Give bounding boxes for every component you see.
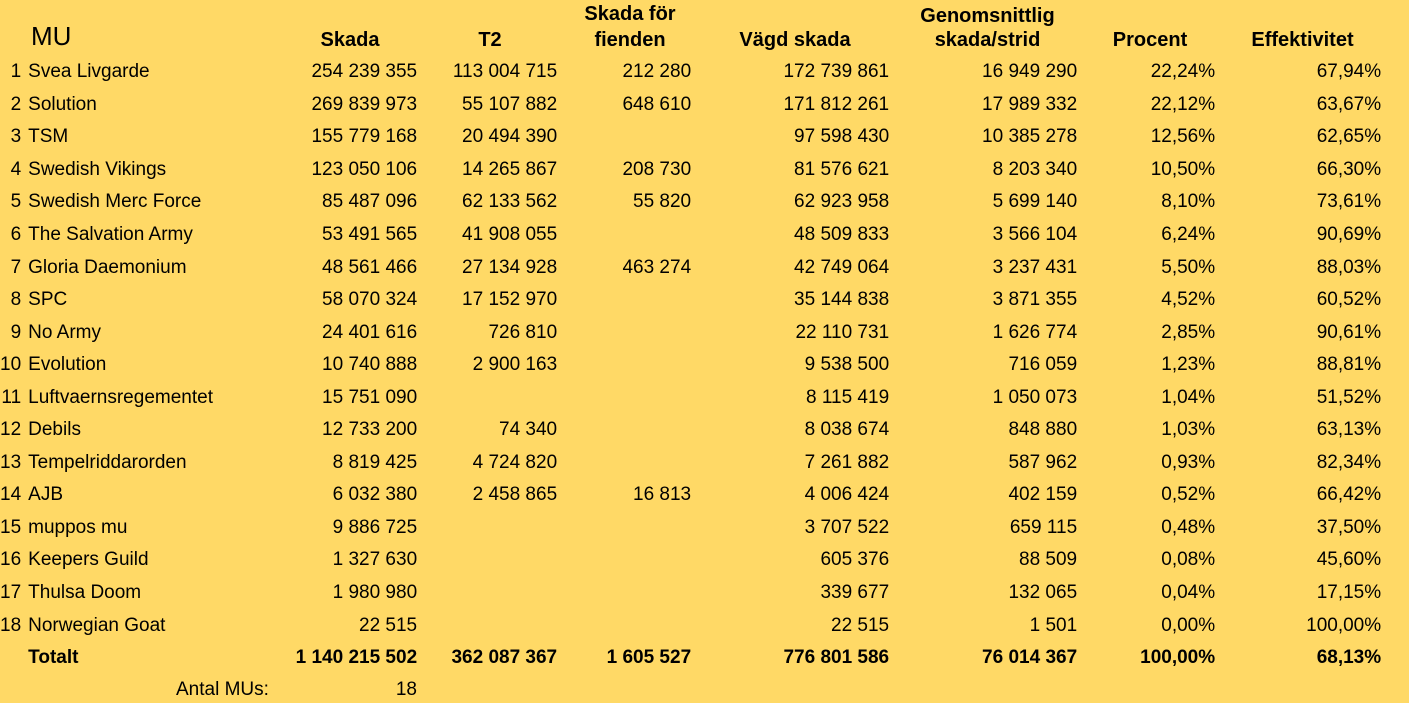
cell-effektivitet: 60,52%: [1316, 289, 1382, 311]
cell-rank: 15: [0, 516, 22, 538]
cell-mu-name: Norwegian Goat: [28, 614, 166, 636]
cell-rank: 9: [10, 321, 22, 343]
cell-rank: 12: [0, 419, 22, 441]
total-t2: 362 087 367: [451, 647, 558, 669]
cell-skada-for-fienden: [557, 512, 691, 545]
antal-mus-label: Antal MUs:: [176, 679, 269, 700]
cell-vagd-skada: 172 739 861: [783, 61, 890, 83]
cell-genomsnittlig: 16 949 290: [982, 61, 1078, 83]
cell-skada-for-fienden: 16 813: [633, 484, 692, 506]
cell-genomsnittlig: 132 065: [1008, 582, 1078, 604]
cell-skada: 15 751 090: [322, 386, 418, 408]
cell-mu-name: TSM: [28, 126, 69, 148]
table-row: [0, 56, 1381, 89]
cell-rank: 6: [10, 224, 22, 245]
cell-t2: [417, 512, 557, 545]
cell-vagd-skada: 8 115 419: [806, 386, 890, 408]
cell-rank: 10: [0, 354, 22, 376]
cell-t2: 17 152 970: [462, 289, 558, 311]
cell-procent: 1,03%: [1161, 419, 1216, 441]
cell-rank: 13: [0, 451, 22, 473]
header-skada-for-fienden-line1: Skada för: [584, 3, 676, 25]
table-row: [0, 414, 1381, 447]
cell-skada-for-fienden: 648 610: [622, 93, 692, 115]
cell-rank: 11: [1, 386, 22, 408]
cell-procent: 0,08%: [1161, 549, 1216, 571]
cell-effektivitet: 73,61%: [1316, 191, 1382, 213]
cell-mu-name: Debils: [28, 419, 81, 441]
cell-vagd-skada: 339 677: [820, 582, 890, 604]
header-vagd-skada: Vägd skada: [739, 29, 851, 51]
cell-skada-for-fienden: 463 274: [622, 256, 692, 278]
cell-effektivitet: 88,03%: [1316, 256, 1382, 278]
total-row: [0, 642, 1381, 675]
cell-t2: 2 458 865: [472, 484, 558, 506]
cell-skada: 9 886 725: [332, 516, 418, 538]
table-row: [0, 89, 1381, 122]
cell-procent: 10,50%: [1150, 158, 1216, 180]
cell-t2: 20 494 390: [462, 126, 558, 148]
cell-procent: 4,52%: [1161, 289, 1216, 311]
cell-empty: [0, 642, 21, 675]
table-row: [0, 121, 1381, 154]
cell-t2: 2 900 163: [472, 354, 558, 376]
cell-genomsnittlig: 1 626 774: [992, 321, 1078, 343]
cell-skada: 155 779 168: [311, 126, 418, 148]
header-skada: Skada: [320, 29, 380, 51]
cell-effektivitet: 63,67%: [1316, 93, 1382, 115]
table-row: [0, 577, 1381, 610]
cell-t2: 74 340: [499, 419, 558, 441]
cell-effektivitet: 17,15%: [1316, 582, 1382, 604]
cell-effektivitet: 90,61%: [1316, 321, 1382, 343]
cell-skada-for-fienden: [557, 349, 691, 382]
cell-skada: 58 070 324: [322, 289, 418, 311]
cell-skada: 10 740 888: [322, 354, 418, 376]
cell-t2: 14 265 867: [462, 158, 558, 180]
cell-skada: 53 491 565: [322, 224, 418, 245]
table-row: [0, 219, 1381, 252]
table-row: [0, 316, 1381, 349]
cell-genomsnittlig: 8 203 340: [992, 158, 1078, 180]
cell-genomsnittlig: 659 115: [1009, 516, 1078, 538]
cell-effektivitet: 62,65%: [1316, 126, 1382, 148]
cell-skada-for-fienden: 208 730: [622, 158, 692, 180]
cell-vagd-skada: 3 707 522: [804, 516, 890, 538]
table-row: [0, 154, 1381, 187]
cell-vagd-skada: 62 923 958: [794, 191, 890, 213]
cell-t2: 4 724 820: [472, 451, 558, 473]
table-row: [0, 512, 1381, 545]
total-skada-for-fienden: 1 605 527: [606, 647, 692, 669]
cell-genomsnittlig: 3 237 431: [992, 256, 1078, 278]
cell-procent: 0,93%: [1161, 451, 1216, 473]
cell-t2: [417, 381, 557, 414]
mu-damage-table: [0, 56, 1381, 674]
cell-procent: 1,04%: [1161, 386, 1216, 408]
cell-mu-name: Solution: [28, 93, 97, 115]
cell-effektivitet: 66,42%: [1316, 484, 1382, 506]
cell-genomsnittlig: 1 501: [1029, 614, 1078, 636]
cell-rank: 2: [10, 93, 22, 115]
cell-effektivitet: 90,69%: [1316, 224, 1382, 245]
cell-t2: [417, 577, 557, 610]
cell-genomsnittlig: 17 989 332: [982, 93, 1078, 115]
cell-vagd-skada: 171 812 261: [783, 93, 890, 115]
cell-skada-for-fienden: [557, 316, 691, 349]
table-row: [0, 251, 1381, 284]
cell-procent: 5,50%: [1161, 256, 1216, 278]
cell-t2: 726 810: [488, 321, 558, 343]
cell-mu-name: Keepers Guild: [28, 549, 149, 571]
cell-vagd-skada: 42 749 064: [794, 256, 890, 278]
cell-procent: 0,48%: [1161, 516, 1216, 538]
cell-skada: 8 819 425: [332, 451, 418, 473]
cell-vagd-skada: 8 038 674: [804, 419, 890, 441]
cell-mu-name: Swedish Merc Force: [28, 191, 202, 213]
cell-procent: 22,12%: [1150, 93, 1216, 115]
cell-procent: 8,10%: [1161, 191, 1216, 213]
cell-mu-name: Svea Livgarde: [28, 61, 150, 83]
cell-effektivitet: 100,00%: [1306, 614, 1382, 636]
header-mu: MU: [31, 21, 72, 51]
cell-skada-for-fienden: [557, 609, 691, 642]
cell-mu-name: SPC: [28, 289, 68, 311]
cell-vagd-skada: 35 144 838: [794, 289, 890, 311]
table-row: [0, 284, 1381, 317]
cell-t2: 113 004 715: [452, 61, 558, 83]
cell-vagd-skada: 22 515: [831, 614, 890, 636]
cell-skada: 12 733 200: [322, 419, 418, 441]
cell-rank: 16: [0, 549, 22, 571]
cell-genomsnittlig: 3 566 104: [992, 224, 1078, 245]
cell-skada: 123 050 106: [311, 158, 418, 180]
cell-mu-name: Thulsa Doom: [28, 582, 142, 604]
cell-skada: 6 032 380: [332, 484, 418, 506]
cell-genomsnittlig: 402 159: [1008, 484, 1078, 506]
cell-rank: 4: [10, 158, 22, 180]
cell-skada: 254 239 355: [311, 61, 418, 83]
total-genomsnittlig: 76 014 367: [982, 647, 1078, 669]
cell-genomsnittlig: 848 880: [1008, 419, 1078, 441]
cell-mu-name: AJB: [28, 484, 63, 506]
cell-effektivitet: 45,60%: [1316, 549, 1382, 571]
cell-genomsnittlig: 10 385 278: [982, 126, 1078, 148]
cell-rank: 14: [0, 484, 22, 506]
table-row: [0, 447, 1381, 480]
table-row: [0, 544, 1381, 577]
header-genomsnittlig-line2: skada/strid: [934, 29, 1041, 51]
total-vagd-skada: 776 801 586: [783, 647, 890, 669]
cell-skada-for-fienden: [557, 121, 691, 154]
antal-mus-value: 18: [395, 679, 417, 700]
table-row: [0, 479, 1381, 512]
cell-mu-name: Evolution: [28, 354, 107, 376]
cell-vagd-skada: 9 538 500: [804, 354, 890, 376]
cell-t2: [417, 544, 557, 577]
cell-effektivitet: 67,94%: [1316, 61, 1382, 83]
cell-effektivitet: 37,50%: [1316, 516, 1382, 538]
cell-procent: 0,00%: [1161, 614, 1216, 636]
cell-t2: 41 908 055: [462, 224, 558, 245]
cell-t2: 55 107 882: [462, 93, 558, 115]
cell-mu-name: Gloria Daemonium: [28, 256, 187, 278]
cell-procent: 2,85%: [1161, 321, 1216, 343]
cell-vagd-skada: 81 576 621: [794, 158, 890, 180]
cell-procent: 1,23%: [1161, 354, 1216, 376]
cell-vagd-skada: 48 509 833: [794, 224, 890, 245]
cell-skada: 85 487 096: [322, 191, 418, 213]
cell-mu-name: Swedish Vikings: [28, 158, 167, 180]
cell-mu-name: Tempelriddarorden: [28, 451, 187, 473]
header-t2: T2: [478, 29, 502, 51]
cell-effektivitet: 51,52%: [1316, 386, 1382, 408]
cell-skada: 24 401 616: [322, 321, 418, 343]
cell-genomsnittlig: 3 871 355: [992, 289, 1078, 311]
cell-skada-for-fienden: [557, 447, 691, 480]
cell-procent: 22,24%: [1150, 61, 1216, 83]
cell-skada-for-fienden: 212 280: [622, 61, 692, 83]
cell-procent: 12,56%: [1150, 126, 1216, 148]
cell-rank: 17: [0, 582, 22, 604]
cell-mu-name: muppos mu: [28, 516, 128, 538]
cell-genomsnittlig: 88 509: [1019, 549, 1078, 571]
cell-skada: 48 561 466: [322, 256, 418, 278]
cell-skada: 22 515: [359, 614, 418, 636]
cell-mu-name: The Salvation Army: [28, 224, 193, 245]
cell-skada: 1 980 980: [332, 582, 418, 604]
cell-skada-for-fienden: [557, 544, 691, 577]
cell-rank: 1: [10, 61, 22, 83]
header-genomsnittlig-line1: Genomsnittlig: [920, 5, 1055, 27]
cell-skada-for-fienden: [557, 284, 691, 317]
cell-mu-name: No Army: [28, 321, 101, 343]
cell-skada-for-fienden: [557, 219, 691, 252]
cell-skada: 269 839 973: [311, 93, 418, 115]
cell-rank: 18: [0, 614, 22, 636]
cell-rank: 3: [10, 126, 22, 148]
cell-procent: 6,24%: [1161, 224, 1216, 245]
cell-procent: 0,04%: [1161, 582, 1216, 604]
cell-effektivitet: 82,34%: [1316, 451, 1382, 473]
header-procent: Procent: [1112, 29, 1188, 51]
cell-procent: 0,52%: [1161, 484, 1216, 506]
cell-skada: 1 327 630: [332, 549, 418, 571]
cell-vagd-skada: 97 598 430: [794, 126, 890, 148]
table-row: [0, 186, 1381, 219]
total-label: Totalt: [28, 647, 79, 669]
cell-vagd-skada: 4 006 424: [804, 484, 890, 506]
cell-effektivitet: 88,81%: [1316, 354, 1382, 376]
table-row: [0, 349, 1381, 382]
cell-genomsnittlig: 5 699 140: [992, 191, 1078, 213]
total-procent: 100,00%: [1140, 647, 1216, 669]
cell-t2: [417, 609, 557, 642]
cell-vagd-skada: 22 110 731: [795, 321, 890, 343]
cell-rank: 5: [10, 191, 22, 213]
cell-skada-for-fienden: 55 820: [633, 191, 692, 213]
cell-skada-for-fienden: [557, 414, 691, 447]
cell-genomsnittlig: 716 059: [1008, 354, 1078, 376]
cell-vagd-skada: 7 261 882: [804, 451, 890, 473]
cell-t2: 27 134 928: [462, 256, 558, 278]
cell-genomsnittlig: 587 962: [1008, 451, 1078, 473]
cell-skada-for-fienden: [557, 381, 691, 414]
header-effektivitet: Effektivitet: [1251, 29, 1354, 51]
cell-effektivitet: 63,13%: [1316, 419, 1382, 441]
table-row: [0, 381, 1381, 414]
total-effektivitet: 68,13%: [1316, 647, 1382, 669]
cell-skada-for-fienden: [557, 577, 691, 610]
cell-mu-name: Luftvaernsregementet: [28, 386, 213, 408]
cell-vagd-skada: 605 376: [820, 549, 890, 571]
header-skada-for-fienden-line2: fienden: [594, 29, 666, 51]
total-skada: 1 140 215 502: [295, 647, 418, 669]
cell-rank: 7: [10, 256, 22, 278]
cell-t2: 62 133 562: [462, 191, 558, 213]
table-row: [0, 609, 1381, 642]
cell-genomsnittlig: 1 050 073: [992, 386, 1078, 408]
cell-effektivitet: 66,30%: [1316, 158, 1382, 180]
cell-rank: 8: [10, 289, 22, 311]
